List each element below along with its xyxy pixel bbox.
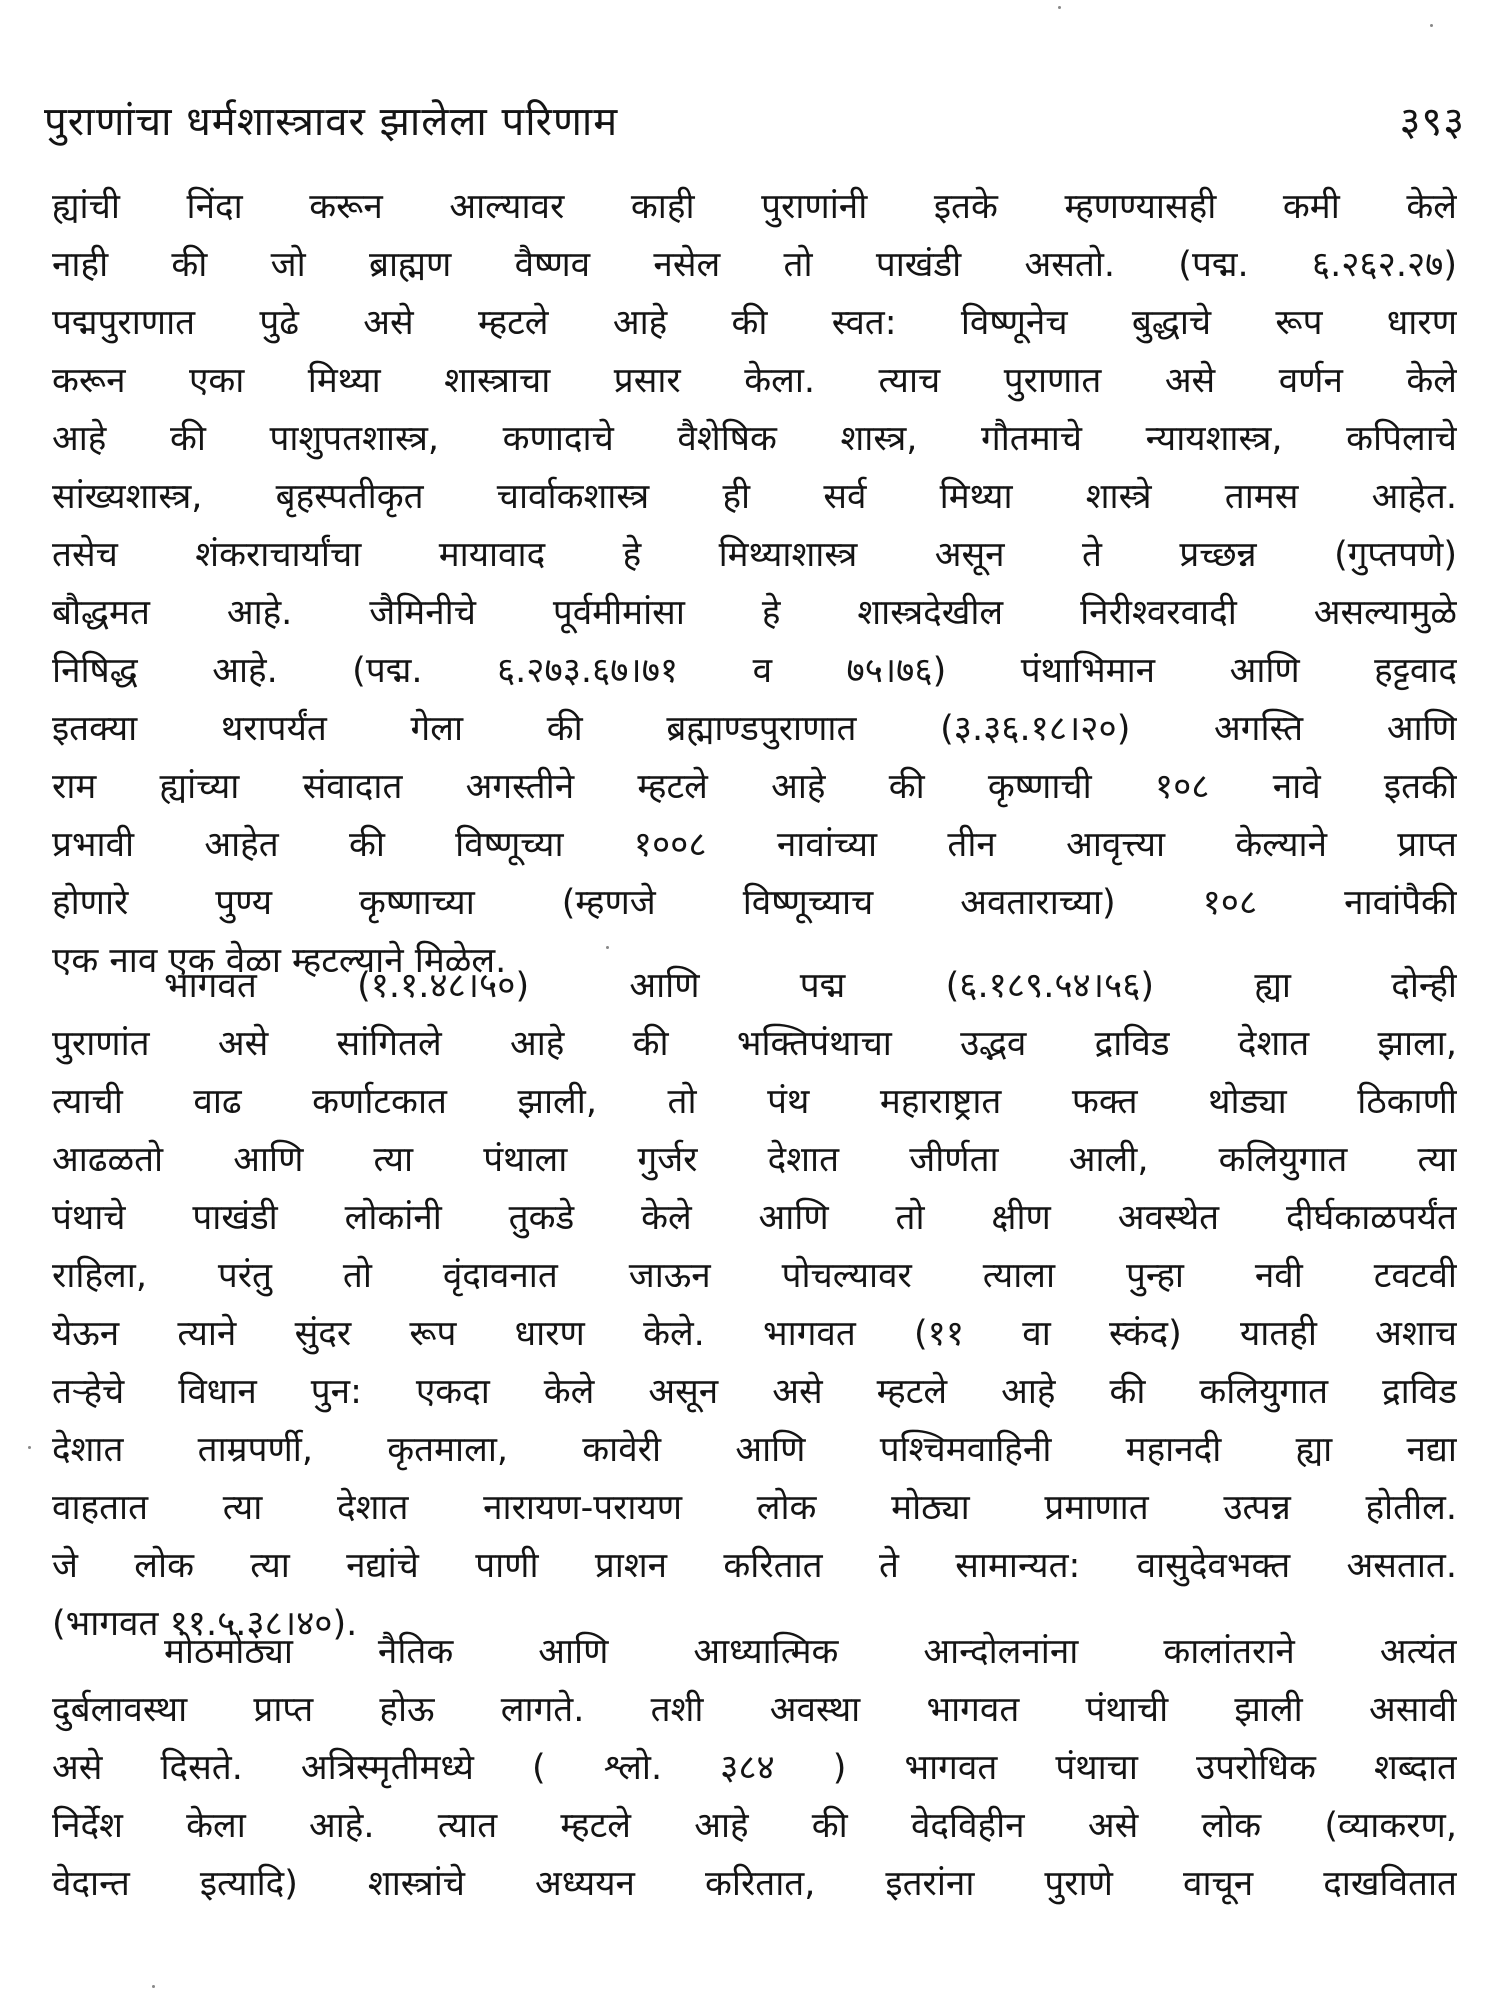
text-line: नाही की जो ब्राह्मण वैष्णव नसेल तो पाखंडी असतो. (पद्म. ६.२६२.२७) (52, 245, 1457, 285)
text-line: असे दिसते. अत्रिस्मृतीमध्ये ( श्लो. ३८४ ) भागवत पंथाचा उपरोधिक शब्दात (52, 1748, 1457, 1788)
text-line: प्रभावी आहेत की विष्णूच्या १००८ नावांच्या तीन आवृत्त्या केल्याने प्राप्त (52, 825, 1457, 865)
chapter-title: पुराणांचा धर्मशास्त्रावर झालेला परिणाम (44, 99, 619, 145)
text-line: जे लोक त्या नद्यांचे पाणी प्राशन करितात ते सामान्यत: वासुदेवभक्त असतात. (52, 1546, 1457, 1586)
text-line: तऱ्हेचे विधान पुन: एकदा केले असून असे म्हटले आहे की कलियुगात द्राविड (52, 1372, 1457, 1412)
paragraph-2 (52, 957, 1457, 1653)
paragraph-1 (52, 178, 1457, 990)
text-line: आढळतो आणि त्या पंथाला गुर्जर देशात जीर्णता आली, कलियुगात त्या (52, 1140, 1457, 1180)
text-line: होणारे पुण्य कृष्णाच्या (म्हणजे विष्णूच्याच अवताराच्या) १०८ नावांपैकी (52, 883, 1457, 923)
text-line: इतक्या थरापर्यंत गेला की ब्रह्माण्डपुराणात (३.३६.१८।२०) अगस्ति आणि (52, 709, 1457, 749)
text-line: (भागवत ११.५.३८।४०). (52, 1604, 358, 1644)
scan-speck (152, 1985, 155, 1988)
text-line: ह्यांची निंदा करून आल्यावर काही पुराणांनी इतके म्हणण्यासही कमी केले (52, 187, 1457, 227)
text-line: पद्मपुराणात पुढे असे म्हटले आहे की स्वत: विष्णूनेच बुद्धाचे रूप धारण (52, 303, 1457, 343)
text-line: आहे की पाशुपतशास्त्र, कणादाचे वैशेषिक शास्त्र, गौतमाचे न्यायशास्त्र, कपिलाचे (52, 419, 1457, 459)
text-line: येऊन त्याने सुंदर रूप धारण केले. भागवत (११ वा स्कंद) यातही अशाच (52, 1314, 1457, 1354)
text-line: निर्देश केला आहे. त्यात म्हटले आहे की वेदविहीन असे लोक (व्याकरण, (52, 1806, 1457, 1846)
text-line: निषिद्ध आहे. (पद्म. ६.२७३.६७।७१ व ७५।७६) पंथाभिमान आणि हट्टवाद (52, 651, 1457, 691)
running-header (44, 92, 1465, 152)
scan-speck (1430, 24, 1433, 27)
text-line: देशात ताम्रपर्णी, कृतमाला, कावेरी आणि पश्चिमवाहिनी महानदी ह्या नद्या (52, 1430, 1457, 1470)
text-line: वेदान्त इत्यादि) शास्त्रांचे अध्ययन करितात, इतरांना पुराणे वाचून दाखवितात (52, 1864, 1457, 1904)
text-line: राहिला, परंतु तो वृंदावनात जाऊन पोचल्यावर त्याला पुन्हा नवी टवटवी (52, 1256, 1457, 1296)
scan-speck (606, 946, 609, 949)
text-line: वाहतात त्या देशात नारायण-परायण लोक मोठ्या प्रमाणात उत्पन्न होतील. (52, 1488, 1457, 1528)
text-line: करून एका मिथ्या शास्त्राचा प्रसार केला. त्याच पुराणात असे वर्णन केले (52, 361, 1457, 401)
text-line: पुराणांत असे सांगितले आहे की भक्तिपंथाचा उद्भव द्राविड देशात झाला, (52, 1024, 1457, 1064)
text-line: त्याची वाढ कर्णाटकात झाली, तो पंथ महाराष्ट्रात फक्त थोड्या ठिकाणी (52, 1082, 1457, 1122)
text-line: भागवत (१.१.४८।५०) आणि पद्म (६.१८९.५४।५६) ह्या दोन्ही (164, 966, 1457, 1006)
text-line: सांख्यशास्त्र, बृहस्पतीकृत चार्वाकशास्त्र ही सर्व मिथ्या शास्त्रे तामस आहेत. (52, 477, 1457, 517)
page-number: ३९३ (1399, 99, 1465, 145)
text-line: पंथाचे पाखंडी लोकांनी तुकडे केले आणि तो क्षीण अवस्थेत दीर्घकाळपर्यंत (52, 1198, 1457, 1238)
paragraph-3 (52, 1623, 1457, 1913)
text-line: एक नाव एक वेळा म्हटल्याने मिळेल. (52, 941, 507, 981)
scan-speck (28, 1446, 31, 1449)
text-line: तसेच शंकराचार्यांचा मायावाद हे मिथ्याशास्त्र असून ते प्रच्छन्न (गुप्तपणे) (52, 535, 1457, 575)
scan-speck (1058, 6, 1061, 9)
text-line: मोठमोठ्या नैतिक आणि आध्यात्मिक आन्दोलनांना कालांतराने अत्यंत (164, 1632, 1457, 1672)
text-line: दुर्बलावस्था प्राप्त होऊ लागते. तशी अवस्था भागवत पंथाची झाली असावी (52, 1690, 1457, 1730)
text-line: बौद्धमत आहे. जैमिनीचे पूर्वमीमांसा हे शास्त्रदेखील निरीश्वरवादी असल्यामुळे (52, 593, 1457, 633)
text-line: राम ह्यांच्या संवादात अगस्तीने म्हटले आहे की कृष्णाची १०८ नावे इतकी (52, 767, 1457, 807)
